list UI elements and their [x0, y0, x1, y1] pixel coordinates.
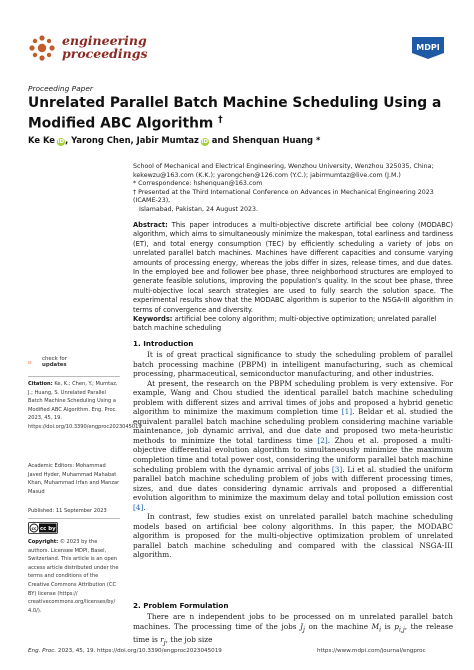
- svg-text:cc: cc: [31, 525, 37, 531]
- check-for-updates-line1: check for: [42, 356, 67, 362]
- author-1[interactable]: Ke Ke: [28, 135, 55, 145]
- footer-journal: Eng. Proc.: [28, 648, 57, 654]
- reference-link[interactable]: [1]: [341, 407, 353, 417]
- author-list: Ke Ke iD, Yarong Chen, Jabir Mumtaz iD and Shenquan Huang *: [28, 135, 321, 145]
- copyright-label: Copyright:: [28, 539, 59, 545]
- copyright-text[interactable]: © 2023 by the authors. Licensee MDPI, Basel, Switzerland. This article is an open access article distributed under the terms and conditions of the Creative Commons Attribution (CC BY) license (https:// creativecommons.org/licenses/by/ 4.0/).: [28, 539, 119, 614]
- doc-type: Proceeding Paper: [28, 84, 93, 93]
- check-for-updates-line2: updates: [42, 362, 67, 369]
- title-text: Unrelated Parallel Batch Machine Scheduling Using a Modified ABC Algorithm: [28, 95, 442, 132]
- citation: [28, 380, 142, 432]
- keywords-text: artificial bee colony algorithm; multi-objective optimization; unrelated parallel batch machine scheduling: [133, 315, 437, 333]
- abstract-label: Abstract:: [133, 221, 168, 229]
- citation-text[interactable]: Ke, K.; Chen, Y.; Mumtaz, J.; Huang, S. Unrelated Parallel Batch Machine Scheduling Using a Modified ABC Algorithm. Eng. Proc. 2023, 45, 19. https://doi.org/10.3390/engproc2023045019: [28, 381, 142, 430]
- abstract: [133, 221, 453, 315]
- affiliation-line: School of Mechanical and Electrical Engineering, Wenzhou University, Wenzhou 325035, China;: [133, 163, 434, 170]
- journal-logo-icon: [28, 34, 56, 62]
- journal-name: [62, 34, 148, 60]
- keywords: [133, 315, 453, 334]
- intro-paragraph-1: It is of great practical significance to study the scheduling problem of parallel batch processing machine (PBPM) in intelligent manufacturing, such as chemical processing, pharmaceutical, semiconductor manufacturing, and other industries.: [133, 350, 453, 379]
- cc-by-license-icon[interactable]: [28, 522, 58, 534]
- reference-link[interactable]: [3]: [331, 464, 343, 474]
- check-for-updates-icon[interactable]: [28, 356, 42, 370]
- reference-link[interactable]: [2]: [317, 435, 328, 445]
- author-4[interactable]: Shenquan Huang: [232, 135, 314, 145]
- problem-body: [133, 612, 453, 648]
- correspondence[interactable]: * Correspondence: hshenquan@163.com: [133, 180, 263, 188]
- keywords-label: Keywords:: [133, 315, 173, 323]
- affiliations: [133, 163, 453, 215]
- page-title: [28, 95, 458, 133]
- author-2[interactable]: Yarong Chen: [71, 135, 131, 145]
- introduction-body: [133, 350, 453, 560]
- academic-editors: Academic Editors: Mohammad Javed Hyder, Muhammad Mahabat Khan, Muhammad Irfan and Manzar Masud: [28, 463, 120, 495]
- journal-name-line2: proceedings: [62, 46, 148, 61]
- problem-paragraph-1: There are n independent jobs to be processed on m unrelated parallel batch machines. The processing time of the jobs $J_j$ on the machine $M_i$ is $p_{i,j}$, the release time is $r_j$, the job size: [133, 612, 454, 646]
- sidebar-divider: [28, 518, 120, 519]
- citation-label: Citation:: [28, 381, 53, 387]
- section-heading-problem-formulation: 2. Problem Formulation: [133, 601, 229, 610]
- footer-journal-url[interactable]: https://www.mdpi.com/journal/engproc: [317, 648, 426, 654]
- title-dagger: †: [218, 115, 223, 125]
- footer-citation[interactable]: [28, 648, 222, 654]
- copyright-notice: [28, 538, 120, 615]
- presented-note: † Presented at the Third International Conference on Advances in Mechanical Engineering 2023 (ICAME-23),: [133, 188, 434, 205]
- intro-paragraph-2: At present, the research on the PBPM scheduling problem is very extensive. For example, Wang and Chou studied the identical parallel batch machine scheduling problem with different sizes and arrival times of jobs and proposed a hybrid genetic algorithm to minimize the maximum completion time [1]. Beldar et al. studied the equivalent parallel batch machine scheduling problem considering machine variable maintenance, job dynamic arrival, and due date and proposed two meta-heuristic methods to minimize the total tardiness time [2]. Zhou et al. proposed a multi-objective differential evolution algorithm to simultaneously minimize the maximum completion time and total power cost, considering the uniform parallel batch machine scheduling problem with the dynamic arrival of jobs [3]. Li et al. studied the uniform parallel batch machine scheduling problem of jobs with different processing times, sizes, and due dates considering dynamic arrivals and proposed a differential evolution algorithm to minimize the maximum delay and total pollution emission cost [4].: [133, 378, 453, 512]
- mdpi-logo[interactable]: [410, 36, 446, 60]
- orcid-icon[interactable]: iD: [201, 139, 209, 145]
- author-4-mark: *: [315, 135, 321, 145]
- journal-name-line1: engineering: [62, 33, 147, 48]
- cc-label: cc by: [39, 526, 56, 533]
- sidebar-divider: [28, 376, 120, 377]
- presented-note-cont: Islamabad, Pakistan, 24 August 2023.: [139, 205, 259, 213]
- orcid-icon[interactable]: iD: [57, 139, 65, 145]
- section-heading-introduction: 1. Introduction: [133, 339, 194, 348]
- affiliation-emails[interactable]: kekewzu@163.com (K.K.); yarongchen@126.com (Y.C.); jabirmumtaz@live.com (J.M.): [133, 171, 401, 179]
- published-date: Published: 11 September 2023: [28, 508, 107, 514]
- reference-link[interactable]: [4]: [133, 502, 144, 512]
- abstract-text: This paper introduces a multi-objective discrete artificial bee colony (MODABC) algorithm, which aims to simultaneously minimize the makespan, total earliness and tardiness (ET), and total energy consumption (TEC) by efficiently scheduling a variety of jobs on unrelated parallel batch machines. Machines have different capacities and consume varying amounts of processing energy, whereas the jobs differ in sizes, release times, and due dates. In the employed bee and follower bee phase, three neighborhood structures are employed to generate feasible solutions, improving the population’s quality. In the scout bee phase, three multi-objective local search strategies are used to fully search the solution space. The experimental results show that the MODABC algorithm is superior to the NSGA-III algorithm in terms of convergence and diversity.: [133, 221, 453, 314]
- mdpi-logo-text: MDPI: [416, 43, 440, 52]
- footer-doi[interactable]: 2023, 45, 19. https://doi.org/10.3390/engproc2023045019: [57, 648, 222, 654]
- author-3[interactable]: Jabir Mumtaz: [136, 135, 199, 145]
- check-for-updates[interactable]: [42, 356, 67, 368]
- intro-paragraph-3: In contrast, few studies exist on unrelated parallel batch machine scheduling models based on artificial bee colony algorithms. In this paper, the MODABC algorithm is proposed for the multi-objective optimization problem of unrelated parallel batch machine scheduling and compared with the classical NSGA-III algorithm.: [133, 512, 453, 560]
